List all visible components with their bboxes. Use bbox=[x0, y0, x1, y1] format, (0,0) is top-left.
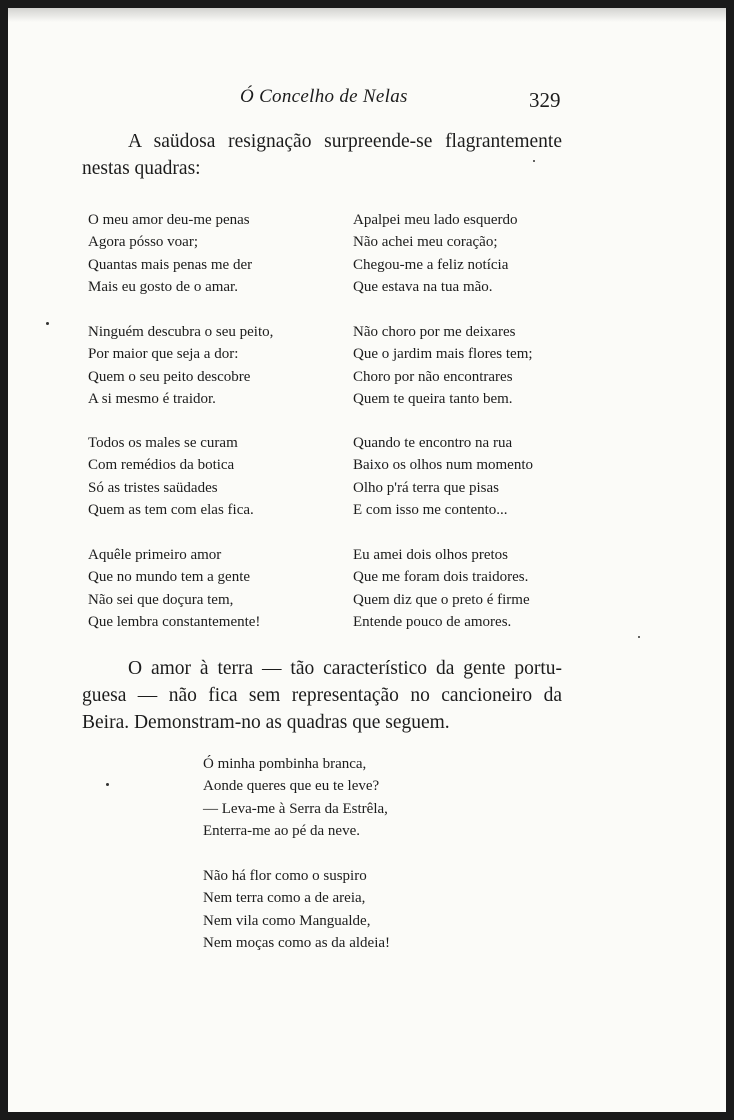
verse-line: Nem vila como Mangualde, bbox=[203, 912, 371, 929]
verse-line: Não sei que doçura tem, bbox=[88, 591, 234, 608]
stanza-left-2 bbox=[88, 321, 273, 411]
verse-line: Mais eu gosto de o amar. bbox=[88, 279, 238, 296]
stanza-right-3 bbox=[353, 432, 533, 522]
verse-line: Que estava na tua mão. bbox=[353, 279, 493, 296]
verse-line: Apalpei meu lado esquerdo bbox=[353, 212, 518, 228]
scan-speck bbox=[533, 160, 535, 162]
second-paragraph bbox=[82, 655, 562, 736]
verse-line: Ninguém descubra o seu peito, bbox=[88, 324, 274, 340]
verse-line: Quem te queira tanto bem. bbox=[353, 391, 513, 408]
verse-line: Quem diz que o preto é firme bbox=[353, 591, 530, 608]
paragraph-line: nestas quadras: bbox=[82, 158, 201, 179]
verse-line: Que lembra constantemente! bbox=[88, 614, 261, 631]
verse-line: O meu amor deu-me penas bbox=[88, 212, 250, 228]
page-number: 329 bbox=[529, 88, 561, 112]
verse-line: Enterra-me ao pé da neve. bbox=[203, 823, 360, 840]
verse-line: Todos os males se curam bbox=[88, 435, 238, 451]
verse-line: A si mesmo é traidor. bbox=[88, 391, 216, 408]
scan-speck bbox=[638, 636, 640, 638]
verse-line: Que no mundo tem a gente bbox=[88, 569, 251, 586]
paragraph-line: O amor à terra — tão característico da gente portu- bbox=[128, 658, 562, 679]
verse-line: Aquêle primeiro amor bbox=[88, 547, 222, 563]
running-title: Ó Concelho de Nelas bbox=[240, 86, 408, 107]
verse-line: Quem o seu peito descobre bbox=[88, 368, 251, 385]
paragraph-line: Beira. Demonstram-no as quadras que seguem. bbox=[82, 712, 450, 733]
verse-line: Só as tristes saüdades bbox=[88, 479, 218, 496]
verse-line: Agora pósso voar; bbox=[88, 234, 198, 251]
book-page bbox=[8, 8, 726, 1112]
scan-edge-shading bbox=[8, 8, 726, 22]
verse-line: Por maior que seja a dor: bbox=[88, 346, 239, 363]
page-header bbox=[8, 78, 726, 112]
verse-line: Eu amei dois olhos pretos bbox=[353, 547, 508, 563]
verse-line: Nem terra como a de areia, bbox=[203, 890, 366, 907]
intro-paragraph bbox=[82, 128, 562, 182]
stanza-left-4 bbox=[88, 544, 260, 634]
paragraph-line: guesa — não fica sem representação no cancioneiro da bbox=[82, 685, 562, 706]
verse-line: Que o jardim mais flores tem; bbox=[353, 346, 533, 363]
verse-line: Quem as tem com elas fica. bbox=[88, 502, 254, 519]
verse-line: Olho p'rá terra que pisas bbox=[353, 479, 499, 496]
scan-speck bbox=[46, 322, 49, 325]
verse-line: Não achei meu coração; bbox=[353, 234, 498, 251]
verse-line: Choro por não encontrares bbox=[353, 368, 513, 385]
paragraph-line: A saüdosa resignação surpreende-se flagrantemente bbox=[128, 131, 562, 152]
verse-line: Que me foram dois traidores. bbox=[353, 569, 529, 586]
verse-line: Aonde queres que eu te leve? bbox=[203, 778, 380, 795]
verse-line: Quantas mais penas me der bbox=[88, 256, 253, 273]
verse-line: Baixo os olhos num momento bbox=[353, 457, 533, 474]
verse-line: Nem moças como as da aldeia! bbox=[203, 935, 391, 952]
verse-line: Entende pouco de amores. bbox=[353, 614, 512, 631]
stanza-right-2 bbox=[353, 321, 533, 411]
verse-line: Ó minha pombinha branca, bbox=[203, 756, 367, 772]
verse-line: — Leva-me à Serra da Estrêla, bbox=[203, 800, 388, 817]
verse-line: Com remédios da botica bbox=[88, 457, 235, 474]
stanza-right-1 bbox=[353, 209, 518, 299]
verse-line: Quando te encontro na rua bbox=[353, 435, 513, 451]
stanza-center-2 bbox=[203, 865, 390, 955]
scan-speck bbox=[106, 783, 109, 786]
verse-line: Não choro por me deixares bbox=[353, 324, 516, 340]
verse-line: Chegou-me a feliz notícia bbox=[353, 256, 509, 273]
stanza-left-3 bbox=[88, 432, 254, 522]
stanza-left-1 bbox=[88, 209, 252, 299]
verse-line: E com isso me contento... bbox=[353, 502, 508, 519]
stanza-center-1 bbox=[203, 753, 388, 843]
stanza-right-4 bbox=[353, 544, 530, 634]
verse-line: Não há flor como o suspiro bbox=[203, 868, 367, 884]
